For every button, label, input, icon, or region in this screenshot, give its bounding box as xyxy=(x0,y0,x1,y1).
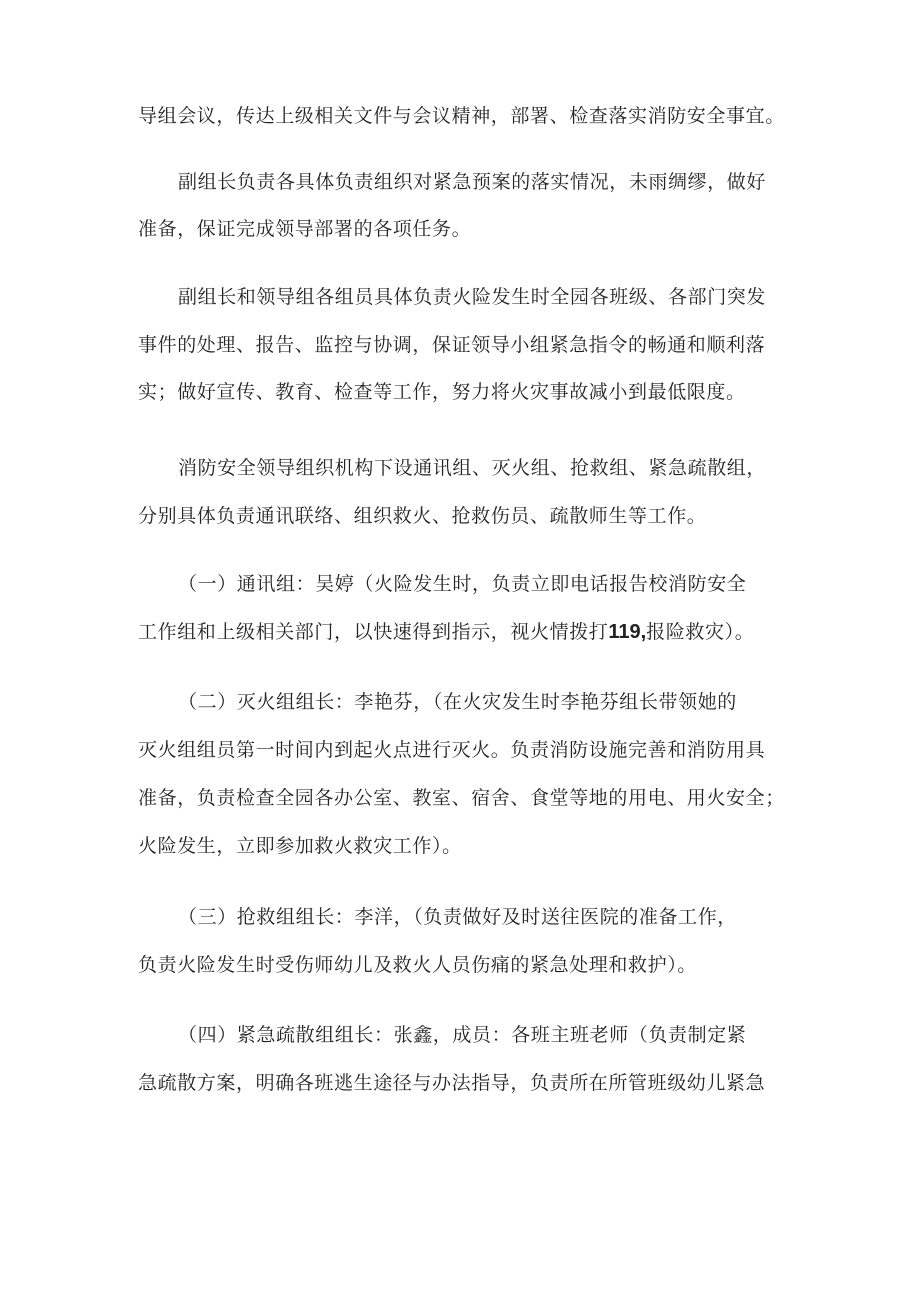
phone-number-119: 119, xyxy=(608,621,647,643)
paragraph-7-line-1: 急疏散方案，明确各班逃生途径与办法指导，负责所在所管班级幼儿紧急 xyxy=(138,1072,766,1094)
paragraph-5-line-1: 灭火组组员第一时间内到起火点进行灭火。负责消防设施完善和消防用具 xyxy=(138,739,766,761)
paragraph-5-line-3: 火险发生，立即参加救火救灾工作）。 xyxy=(138,835,462,857)
paragraph-0-line-0: 导组会议，传达上级相关文件与会议精神，部署、检查落实消防安全事宜。 xyxy=(138,105,785,127)
paragraph-2-line-2: 实；做好宣传、教育、检查等工作，努力将火灾事故减小到最低限度。 xyxy=(138,381,746,403)
paragraph-2-line-0: 副组长和领导组各组员具体负责火险发生时全园各班级、各部门突发 xyxy=(178,286,767,308)
paragraph-3-line-1: 分别具体负责通讯联络、组织救火、抢救伤员、疏散师生等工作。 xyxy=(138,505,707,527)
paragraph-5-line-2: 准备，负责检查全园各办公室、教室、宿舍、食堂等地的用电、用火安全； xyxy=(138,787,785,809)
paragraph-4-line-1-text: 工作组和上级相关部门，以快速得到指示，视火情拨打 xyxy=(138,621,609,643)
paragraph-2-line-1: 事件的处理、报告、监控与协调，保证领导小组紧急指令的畅通和顺利落 xyxy=(138,334,766,356)
paragraph-6-line-0: （三）抢救组组长：李洋，（负责做好及时送往医院的准备工作， xyxy=(178,906,737,928)
paragraph-5-line-0: （二）灭火组组长：李艳芬，（在火灾发生时李艳芬组长带领她的 xyxy=(178,691,737,713)
paragraph-4-line-1-tail: 报险救灾）。 xyxy=(646,621,755,643)
paragraph-1-line-0: 副组长负责各具体负责组织对紧急预案的落实情况，未雨绸缪，做好 xyxy=(178,171,767,193)
paragraph-4-line-1 xyxy=(138,620,754,644)
paragraph-6-line-1: 负责火险发生时受伤师幼儿及救火人员伤痛的紧急处理和救护）。 xyxy=(138,954,697,976)
paragraph-1-line-1: 准备，保证完成领导部署的各项任务。 xyxy=(138,218,472,240)
paragraph-3-line-0: 消防安全领导组织机构下设通讯组、灭火组、抢救组、紧急疏散组， xyxy=(178,457,767,479)
paragraph-4-line-0: （一）通讯组：吴婷（火险发生时，负责立即电话报告校消防安全 xyxy=(178,573,747,595)
paragraph-7-line-0: （四）紧急疏散组组长：张鑫，成员：各班主班老师（负责制定紧 xyxy=(178,1024,747,1046)
